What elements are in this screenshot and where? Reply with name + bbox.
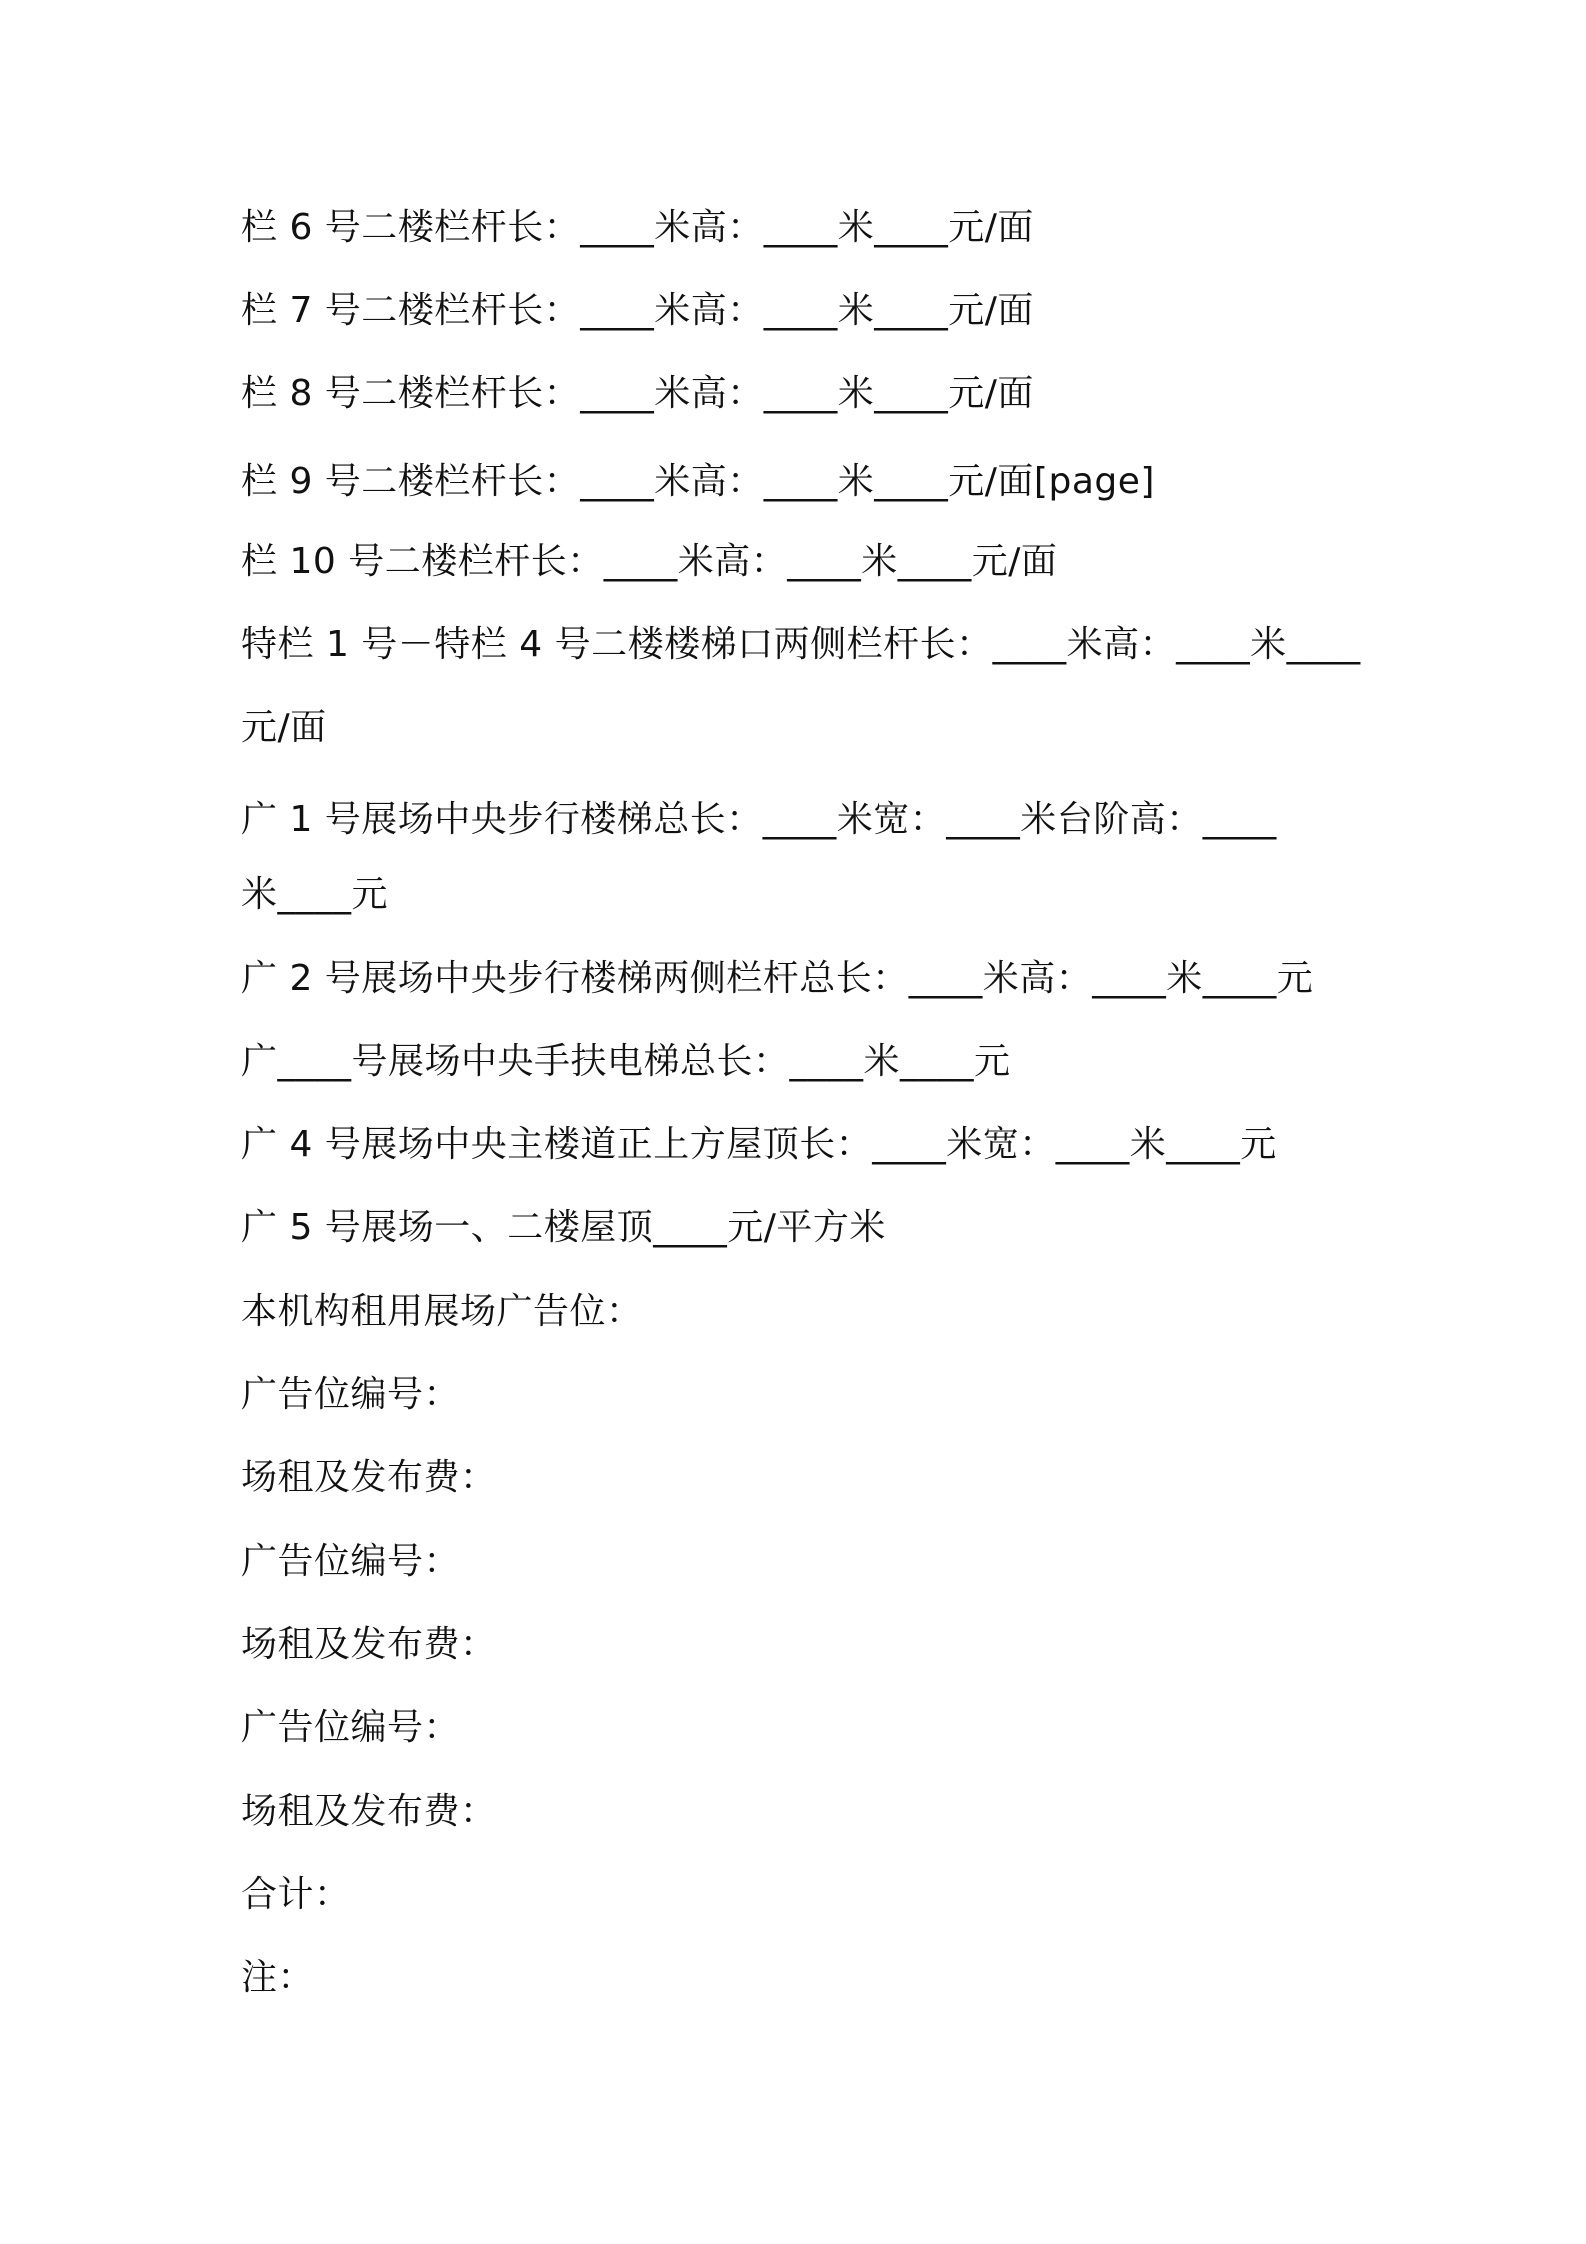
- ad-5-roof-line: 广 5 号展场一、二楼屋顶____元/平方米: [241, 1207, 886, 1248]
- rental-fee-1: 场租及发布费：: [241, 1457, 497, 1498]
- ad-3-escalator-line: 广____号展场中央手扶电梯总长：____米____元: [241, 1041, 1011, 1082]
- railing-10-line: 栏 10 号二楼栏杆长：____米高：____米____元/面: [241, 541, 1058, 582]
- ad-slot-number-2: 广告位编号：: [241, 1541, 461, 1582]
- special-railing-line-cont: 元/面: [241, 707, 327, 748]
- note-line: 注：: [241, 1957, 315, 1998]
- ad-slot-number-3: 广告位编号：: [241, 1707, 461, 1748]
- railing-9-line: 栏 9 号二楼栏杆长：____米高：____米____元/面[page]: [241, 461, 1155, 502]
- ad-1-stair-line: 广 1 号展场中央步行楼梯总长：____米宽：____米台阶高：____: [241, 799, 1277, 840]
- ad-slot-number-1: 广告位编号：: [241, 1374, 461, 1415]
- total-line: 合计：: [241, 1874, 351, 1915]
- rental-fee-3: 场租及发布费：: [241, 1791, 497, 1832]
- railing-6-line: 栏 6 号二楼栏杆长：____米高：____米____元/面: [241, 207, 1034, 248]
- ad-2-railing-line: 广 2 号展场中央步行楼梯两侧栏杆总长：____米高：____米____元: [241, 958, 1314, 999]
- ad-1-stair-line-cont: 米____元: [241, 874, 389, 915]
- railing-7-line: 栏 7 号二楼栏杆长：____米高：____米____元/面: [241, 290, 1034, 331]
- rental-fee-2: 场租及发布费：: [241, 1624, 497, 1665]
- railing-8-line: 栏 8 号二楼栏杆长：____米高：____米____元/面: [241, 373, 1034, 414]
- rental-heading: 本机构租用展场广告位：: [241, 1291, 643, 1332]
- ad-4-roof-line: 广 4 号展场中央主楼道正上方屋顶长：____米宽：____米____元: [241, 1124, 1277, 1165]
- special-railing-line: 特栏 1 号－特栏 4 号二楼楼梯口两侧栏杆长：____米高：____米____: [241, 624, 1361, 665]
